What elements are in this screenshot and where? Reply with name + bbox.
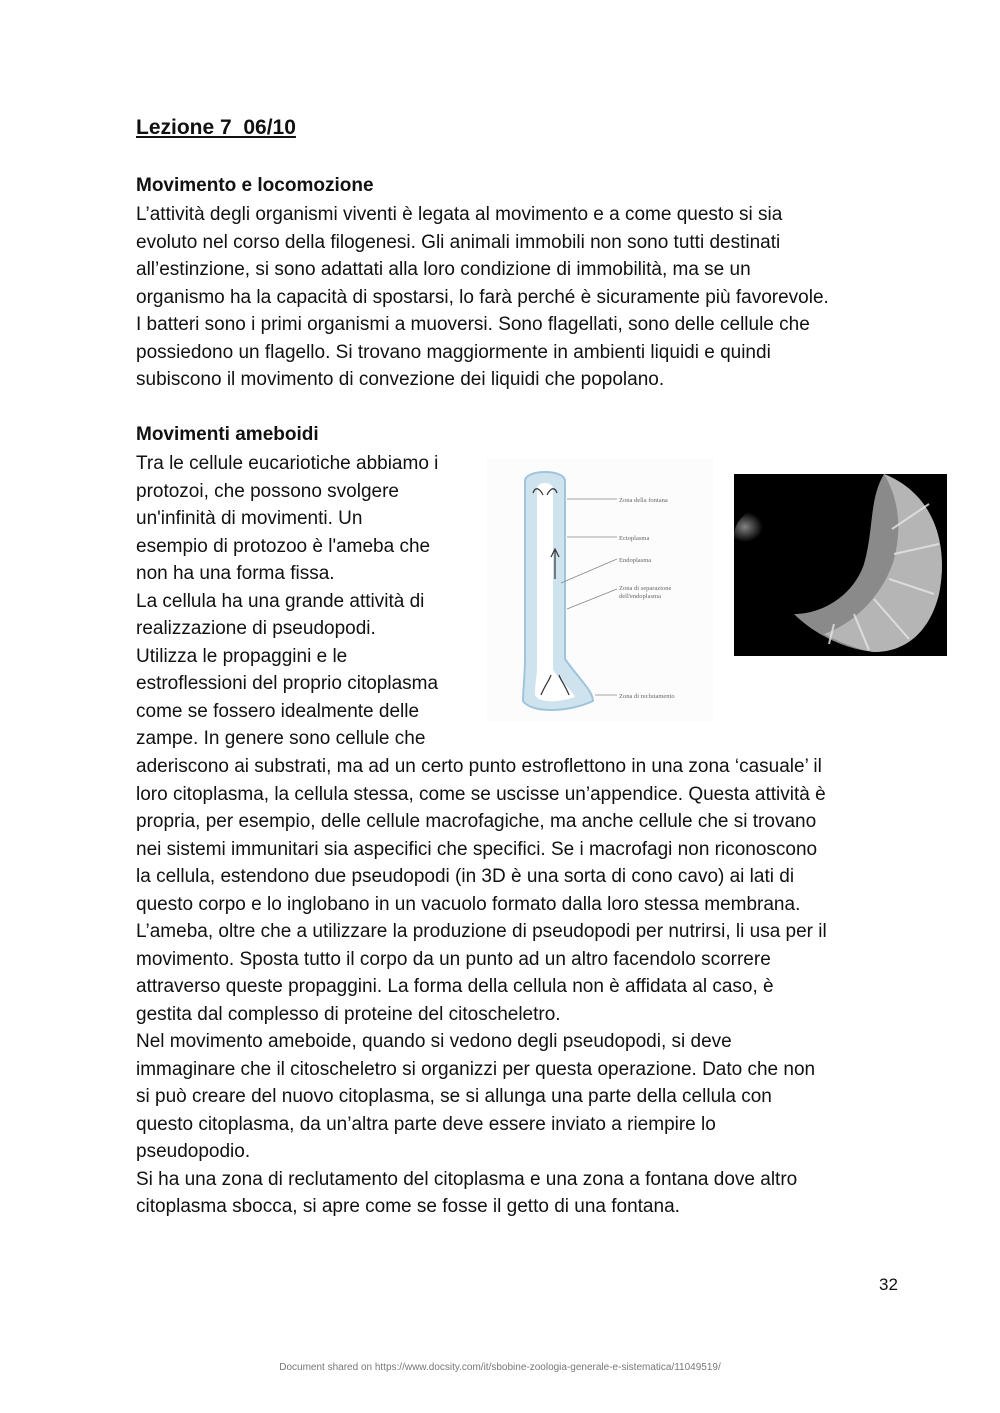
text-line: propria, per esempio, delle cellule macrofagiche, ma anche cellule che si trovano <box>136 811 817 832</box>
text-line: esempio di protozoo è l'ameba che <box>136 535 431 557</box>
text-line: nei sistemi immunitari sia aspecifici che specifici. Se i macrofagi non riconoscono <box>136 838 818 860</box>
text-line: subiscono il movimento di convezione dei liquidi che popolano. <box>136 369 665 390</box>
text-line: gestita dal complesso di proteine del citoscheletro. <box>136 1003 561 1025</box>
label-ectoplasm: Ectoplasma <box>619 535 650 542</box>
text-line: citoplasma sbocca, si apre come se fosse il getto di una fontana. <box>136 1196 680 1217</box>
text-line: organismo ha la capacità di spostarsi, lo farà perché è sicuramente più favorevole. <box>136 286 829 308</box>
text-line: evoluto nel corso della filogenesi. Gli animali immobili non sono tutti destinati <box>136 231 781 253</box>
label-separation-1: Zona di separazione <box>619 585 672 592</box>
text-line: loro citoplasma, la cellula stessa, come se uscisse un’appendice. Questa attività è <box>136 783 826 805</box>
label-separation-2: dell'endoplasma <box>619 593 661 600</box>
text-line: attraverso queste propaggini. La forma della cellula non è affidata al caso, è <box>136 976 774 997</box>
text-line: Nel movimento ameboide, quando si vedono degli pseudopodi, si deve <box>136 1031 732 1052</box>
micrograph-image <box>734 474 947 656</box>
page-number: 32 <box>879 1275 898 1294</box>
text-line: Si ha una zona di reclutamento del citoplasma e una zona a fontana dove altro <box>136 1168 798 1190</box>
text-line: la cellula, estendono due pseudopodi (in 3D è una sorta di cono cavo) ai lati di <box>136 866 795 887</box>
text-line: movimento. Sposta tutto il corpo da un punto ad un altro facendolo scorrere <box>136 948 771 970</box>
label-fountain: Zona della fontana <box>619 497 668 504</box>
text-line: un'infinità di movimenti. Un <box>136 508 363 529</box>
section-heading-amoeboid: Movimenti ameboidi <box>136 424 319 445</box>
text-line: realizzazione di pseudopodi. <box>136 618 376 639</box>
text-line: questo citoplasma, da un’altra parte deve essere inviato a riempire lo <box>136 1113 716 1135</box>
text-line: immaginare che il citoscheletro si organizzi per questa operazione. Dato che non <box>136 1058 816 1080</box>
text-line: pseudopodio. <box>136 1141 251 1162</box>
text-line: si può creare del nuovo citoplasma, se si allunga una parte della cellula con <box>136 1086 772 1107</box>
paragraph-amoeboid-body <box>136 753 916 1221</box>
label-endoplasm: Endoplasma <box>619 557 652 564</box>
text-line: possiedono un flagello. Si trovano maggiormente in ambienti liquidi e quindi <box>136 341 771 363</box>
text-line: L’attività degli organismi viventi è legata al movimento e a come questo si sia <box>136 204 783 225</box>
text-line: zampe. In genere sono cellule che <box>136 728 426 749</box>
text-line: questo corpo e lo inglobano in un vacuolo formato dalla loro stessa membrana. <box>136 893 801 915</box>
text-line: non ha una forma fissa. <box>136 563 335 584</box>
paragraph-amoeboid-intro <box>136 450 486 753</box>
text-line: come se fossero idealmente delle <box>136 700 420 722</box>
paragraph-locomotion <box>136 201 916 394</box>
text-line: Tra le cellule eucariotiche abbiamo i <box>136 453 439 474</box>
text-line: protozoi, che possono svolgere <box>136 480 399 502</box>
text-line: all’estinzione, si sono adattati alla loro condizione di immobilità, ma se un <box>136 259 751 280</box>
section-heading-locomotion: Movimento e locomozione <box>136 175 374 196</box>
amoeba-diagram <box>487 459 713 721</box>
label-recruitment: Zona di reclutamento <box>619 693 675 700</box>
text-line: I batteri sono i primi organismi a muoversi. Sono flagellati, sono delle cellule che <box>136 314 810 335</box>
text-line: aderiscono ai substrati, ma ad un certo punto estroflettono in una zona ‘casuale’ il <box>136 756 822 777</box>
text-line: Utilizza le propaggini e le <box>136 645 348 667</box>
text-line: estroflessioni del proprio citoplasma <box>136 673 439 694</box>
text-line: La cellula ha una grande attività di <box>136 590 425 612</box>
page-title: Lezione 7 06/10 <box>136 116 296 139</box>
text-line: L’ameba, oltre che a utilizzare la produzione di pseudopodi per nutrirsi, li usa per il <box>136 921 827 942</box>
footer-note: Document shared on https://www.docsity.com/it/sbobine-zoologia-generale-e-sistematica/11049519/ <box>279 1362 721 1373</box>
